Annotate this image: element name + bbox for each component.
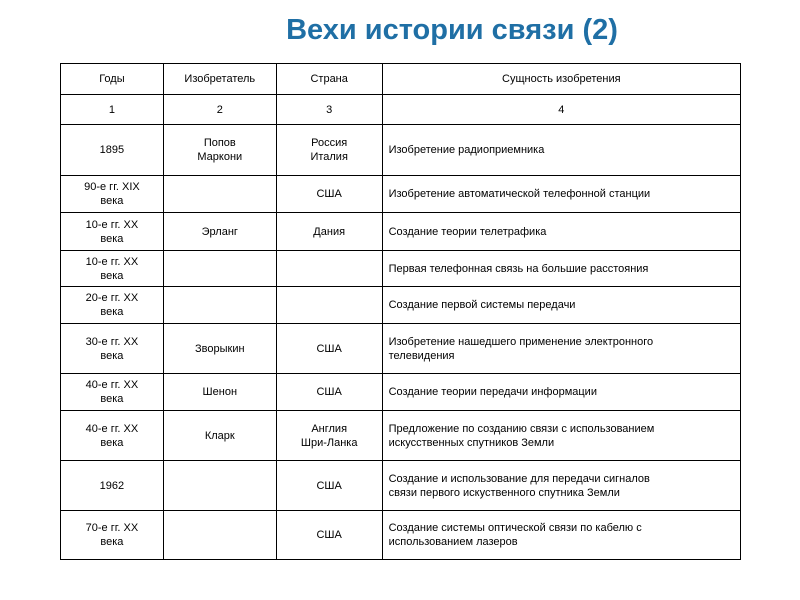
header-inventor: Изобретатель: [163, 64, 276, 95]
table-row: [61, 176, 741, 213]
year-cell: 20-е гг. ХХ века: [61, 287, 164, 324]
inventor-cell: [163, 287, 276, 324]
table-row: [61, 374, 741, 411]
table-row: [61, 511, 741, 560]
country-cell: [276, 251, 382, 287]
column-number-row: [61, 95, 741, 125]
essence-cell: Изобретение автоматической телефонной станции: [382, 176, 740, 213]
inventor-cell: Эрланг: [163, 213, 276, 251]
essence-cell: Предложение по созданию связи с использованием искусственных спутников Земли: [382, 411, 740, 461]
year-cell: 1962: [61, 461, 164, 511]
country-cell: США: [276, 324, 382, 374]
essence-cell: Создание и использование для передачи сигналов связи первого искуственного спутника Земли: [382, 461, 740, 511]
table-row: [61, 287, 741, 324]
essence-cell: Создание теории передачи информации: [382, 374, 740, 411]
table-row: [61, 461, 741, 511]
country-cell: США: [276, 511, 382, 560]
essence-cell: Создание теории телетрафика: [382, 213, 740, 251]
header-years: Годы: [61, 64, 164, 95]
year-cell: 30-е гг. ХХ века: [61, 324, 164, 374]
country-cell: Дания: [276, 213, 382, 251]
year-cell: 1895: [61, 125, 164, 176]
country-cell: США: [276, 176, 382, 213]
history-table: [60, 63, 741, 560]
country-cell: Россия Италия: [276, 125, 382, 176]
inventor-cell: Шенон: [163, 374, 276, 411]
inventor-cell: [163, 251, 276, 287]
year-cell: 40-е гг. ХХ века: [61, 374, 164, 411]
header-essence: Сущность изобретения: [382, 64, 740, 95]
year-cell: 40-е гг. ХХ века: [61, 411, 164, 461]
inventor-cell: Попов Маркони: [163, 125, 276, 176]
essence-cell: Первая телефонная связь на большие расстояния: [382, 251, 740, 287]
table-row: [61, 324, 741, 374]
year-cell: 90-е гг. XIX века: [61, 176, 164, 213]
table-row: [61, 125, 741, 176]
essence-cell: Изобретение нашедшего применение электронного телевидения: [382, 324, 740, 374]
inventor-cell: [163, 176, 276, 213]
column-number: 1: [61, 95, 164, 125]
column-number: 4: [382, 95, 740, 125]
essence-cell: Создание первой системы передачи: [382, 287, 740, 324]
year-cell: 10-е гг. ХХ века: [61, 251, 164, 287]
country-cell: США: [276, 461, 382, 511]
column-number: 2: [163, 95, 276, 125]
essence-cell: Изобретение радиоприемника: [382, 125, 740, 176]
inventor-cell: [163, 511, 276, 560]
country-cell: [276, 287, 382, 324]
page-title: Вехи истории связи (2): [286, 14, 618, 46]
inventor-cell: Зворыкин: [163, 324, 276, 374]
table-row: [61, 411, 741, 461]
year-cell: 70-е гг. ХХ века: [61, 511, 164, 560]
table-row: [61, 213, 741, 251]
essence-cell: Создание системы оптической связи по кабелю с использованием лазеров: [382, 511, 740, 560]
year-cell: 10-е гг. ХХ века: [61, 213, 164, 251]
header-row: [61, 64, 741, 95]
country-cell: Англия Шри-Ланка: [276, 411, 382, 461]
header-country: Страна: [276, 64, 382, 95]
country-cell: США: [276, 374, 382, 411]
table-row: [61, 251, 741, 287]
inventor-cell: [163, 461, 276, 511]
column-number: 3: [276, 95, 382, 125]
inventor-cell: Кларк: [163, 411, 276, 461]
